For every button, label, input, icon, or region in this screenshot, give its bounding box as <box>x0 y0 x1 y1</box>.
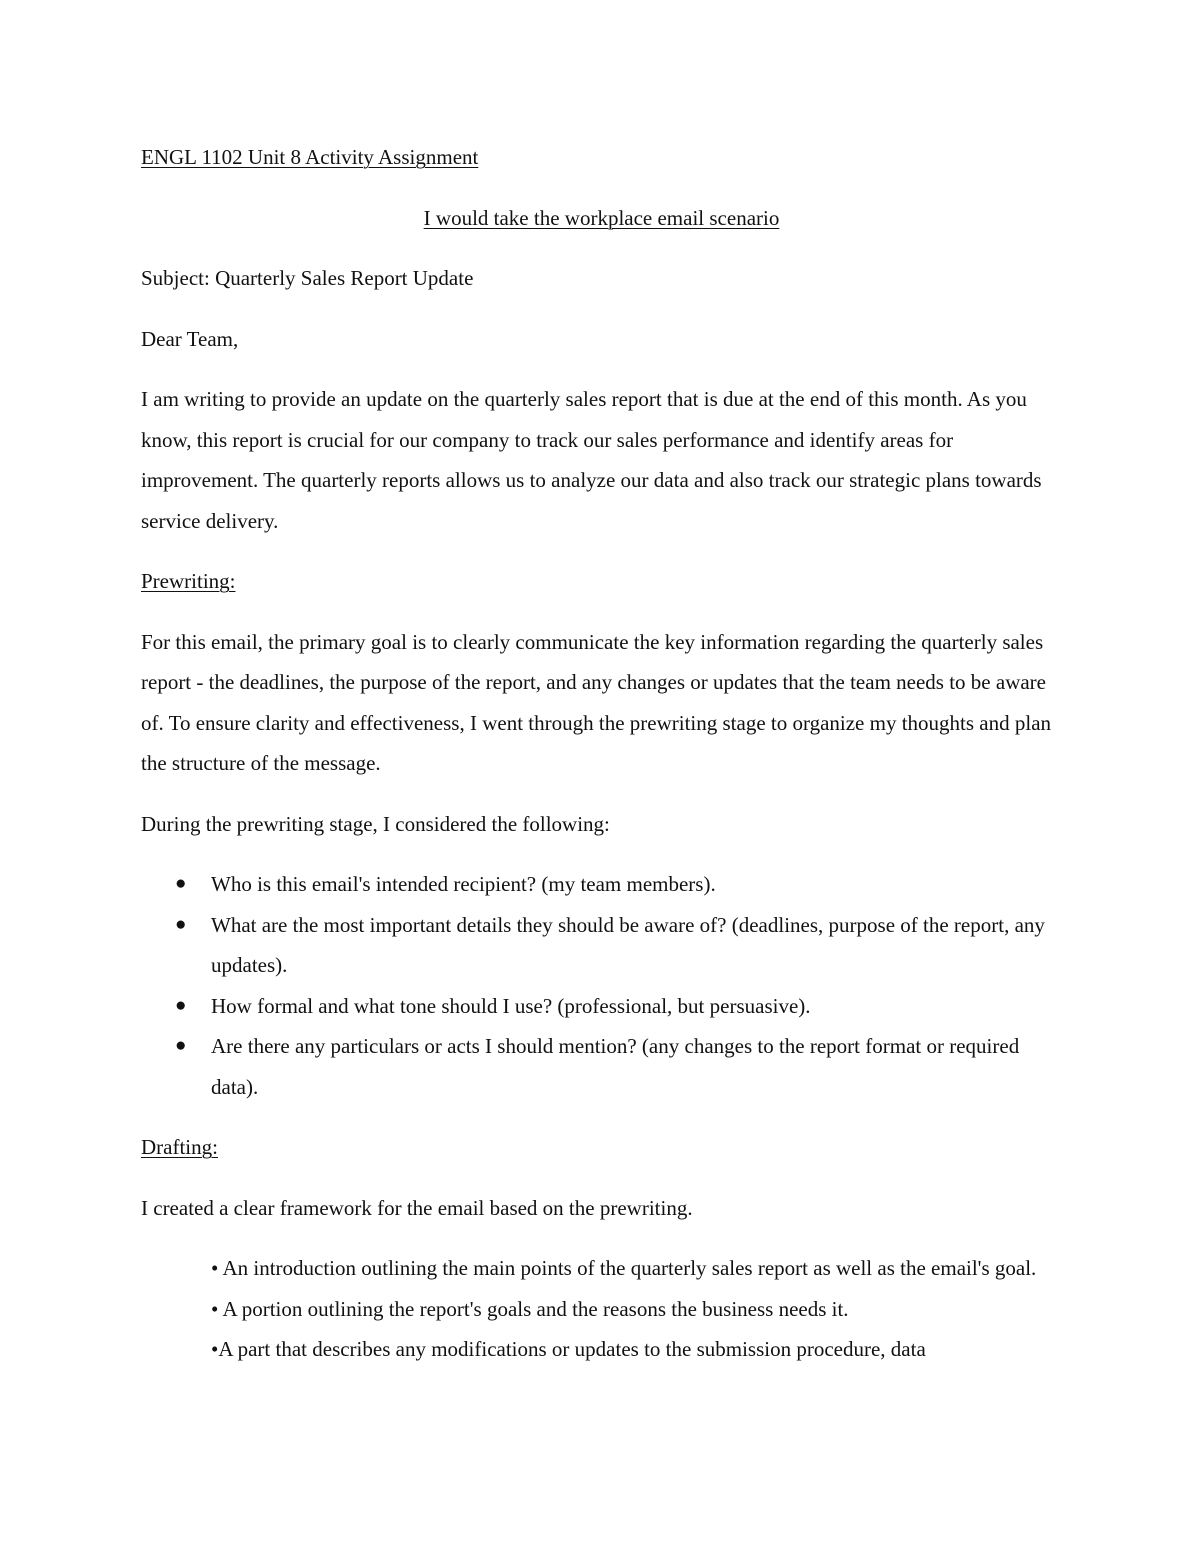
bullet-icon: ● <box>175 994 187 1016</box>
list-item: ● How formal and what tone should I use? (professional, but persuasive). <box>141 986 1062 1027</box>
document-title: ENGL 1102 Unit 8 Activity Assignment <box>141 145 479 169</box>
prewriting-bullet-list <box>141 864 1062 1107</box>
prewriting-paragraph: For this email, the primary goal is to clearly communicate the key information regarding the quarterly sales report - the deadlines, the purpose of the report, and any changes or updates that the team needs to be aware of. To ensure clarity and effectiveness, I went through the prewriting stage to organize my thoughts and plan the structure of the message. <box>141 629 1052 775</box>
list-item: ● Who is this email's intended recipient? (my team members). <box>141 864 1062 905</box>
list-item: • An introduction outlining the main points of the quarterly sales report as well as the email's goal. <box>211 1256 1037 1280</box>
prewriting-heading: Prewriting: <box>141 569 236 593</box>
list-item: ● Are there any particulars or acts I should mention? (any changes to the report format or required data). <box>141 1026 1062 1107</box>
email-greeting: Dear Team, <box>141 326 239 351</box>
prewriting-lead: During the prewriting stage, I considered the following: <box>141 811 610 836</box>
drafting-lead: I created a clear framework for the email based on the prewriting. <box>141 1195 693 1220</box>
email-subject: Subject: Quarterly Sales Report Update <box>141 266 474 290</box>
list-item: • A portion outlining the report's goals and the reasons the business needs it. <box>211 1296 849 1321</box>
bullet-icon: ● <box>175 1035 187 1056</box>
drafting-item-list <box>141 1248 1062 1370</box>
bullet-icon: ● <box>175 873 187 894</box>
document-subtitle: I would take the workplace email scenario <box>423 205 780 230</box>
bullet-icon: ● <box>175 913 187 935</box>
list-item: •A part that describes any modifications or updates to the submission procedure, data <box>211 1337 926 1361</box>
list-item: ● What are the most important details they should be aware of? (deadlines, purpose of the report, any updates). <box>141 905 1062 986</box>
intro-paragraph: I am writing to provide an update on the quarterly sales report that is due at the end of this month. As you know, this report is crucial for our company to track our sales performance and identify areas for improvement. The quarterly reports allows us to analyze our data and also track our strategic plans towards service delivery. <box>141 387 1042 533</box>
drafting-heading: Drafting: <box>141 1135 218 1159</box>
